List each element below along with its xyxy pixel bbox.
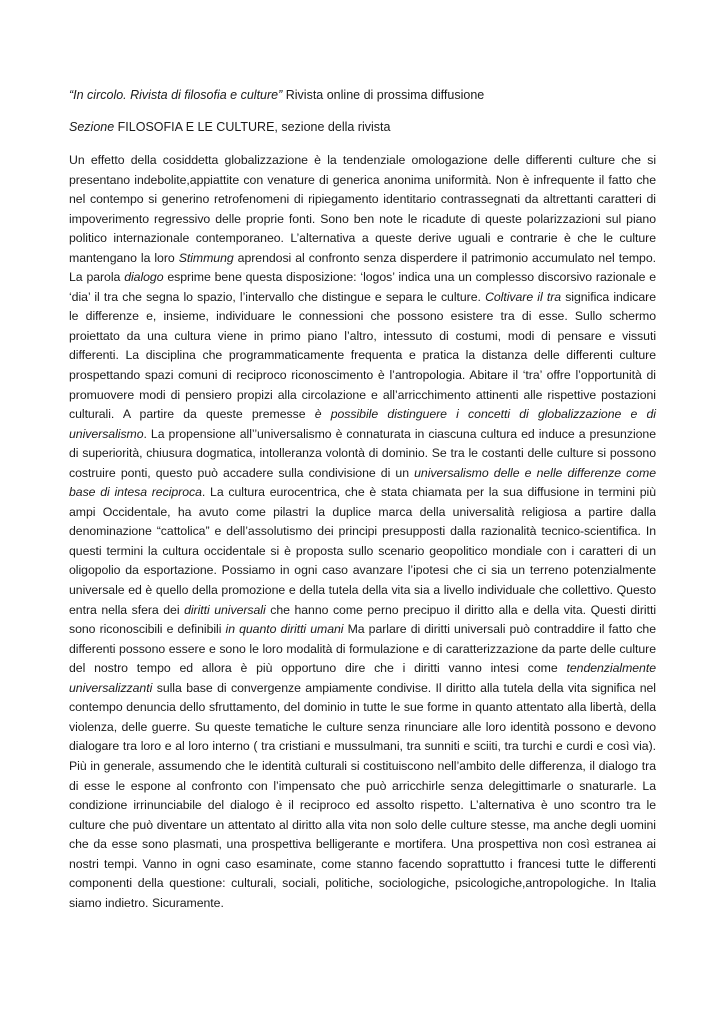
body-italic-term: dialogo (124, 270, 164, 285)
section-title: FILOSOFIA E LE CULTURE, sezione della rivista (114, 120, 391, 134)
body-text-segment: significa indicare le differenze e, insieme, individuare le connessioni che possono esistere tra di esse. Sullo schermo proiettato da una cultura viene in primo piano l’altro, intessuto di costumi, modi di pensare e vissuti differenti. La disciplina che programmaticamente frequenta e pratica la distanza delle differenti culture prospettando spazi comuni di reciproco riconoscimento è l’antropologia. Abitare il ‘tra’ offre l’opportunità di promuovere modi di pensiero propizi alla circolazione e all’arricchimento attinenti alle rispettive postazioni culturali. A partire da queste premesse (69, 289, 656, 422)
body-italic-term: è possibile distinguere i concetti di globalizzazione e di universalismo (69, 407, 656, 441)
body-italic-term: in quanto diritti umani (225, 622, 344, 637)
article-body (69, 151, 656, 913)
body-text-segment: . La cultura eurocentrica, che è stata chiamata per la sua diffusione in termini più ampi Occidentale, ha avuto come pilastri la duplice marca della universalità religiosa a partire dalla denominazione “cattolica” e dell’assolutismo dei principi presupposti dalla razionalità tecnico-scientifica. In questi termini la cultura occidentale si è proposta sullo scenario geopolitico mondiale con i caratteri di un oligopolio da esportazione. Possiamo in ogni caso avanzare l’ipotesi che ci sia un terreno potenzialmente universale ed è quello della promozione e della tutela della vita sia a livello individuale che collettivo. Questo entra nella sfera dei (69, 485, 656, 617)
body-text-segment: aprendosi al confronto senza disperdere il patrimonio accumulato nel tempo. La parola (69, 250, 656, 285)
body-text-segment: esprime bene questa disposizione: ‘logos’ indica una un complesso discorsivo razionale e ‘dia’ il tra che segna lo spazio, l’intervallo che distingue e separa le culture. (69, 270, 657, 304)
journal-title: “In circolo. Rivista di filosofia e culture” (69, 88, 283, 102)
body-italic-term: Stimmung (178, 250, 234, 265)
body-italic-term: tendenzialmente universalizzanti (69, 661, 656, 695)
body-text-segment: Ma parlare di diritti universali può contraddire il fatto che differenti possono essere e sono le loro modalità di formulazione e di caratterizzazione da parte delle culture del nostro tempo ed allora è più opportuno dire che i diritti vanno intesi come (69, 622, 656, 676)
body-italic-term: diritti universali (184, 602, 266, 617)
body-italic-term: Coltivare il tra (485, 289, 562, 304)
journal-title-line (69, 87, 659, 103)
section-line (69, 119, 659, 135)
body-text-segment: Un effetto della cosiddetta globalizzazione è la tendenziale omologazione delle differenti culture che si presentano indebolite,appiattite con venature di generica anonima uniformità. Non è infrequente il fatto che nel contempo si generino retrofenomeni di ripiegamento identitario contrassegnati da altrettanti caratteri di impoverimento regressivo delle proprie fonti. Sono ben note le ricadute di queste polarizzazioni sul piano politico internazionale contemporaneo. L’alternativa a queste derive uguali e contrarie è che le culture mantengano la loro (69, 153, 656, 265)
body-italic-term: universalismo delle e nelle differenze come base di intesa reciproca (69, 465, 656, 500)
body-text-segment: . La propensione all’’universalismo è connaturata in ciascuna cultura ed induce a presunzione di superiorità, chiusura dogmatica, intolleranza volontà di dominio. Se tra le costanti delle culture si possono costruire ponti, questo può accadere sulla condivisione di un (69, 426, 656, 480)
body-text-segment: sulla base di convergenze ampiamente condivise. Il diritto alla tutela della vita significa nel contempo denuncia dello sfruttamento, del dominio in tutte le sue forme in quanto attentato alla libertà, della violenza, delle guerre. Su queste tematiche le culture senza rinunciare alle loro identità possono e devono dialogare tra loro e al loro interno ( tra cristiani e mussulmani, tra sunniti e sciiti, tra turchi e curdi e così via). Più in generale, assumendo che le identità culturali si costituiscono nell’ambito delle differenza, il dialogo tra di esse le espone al confronto con l’impensato che può arricchirle senza delegittimarle o snaturarle. La condizione irrinunciabile del dialogo è il reciproco ed assolto rispetto. L’alternativa è uno scontro tra le culture che può diventare un attentato al diritto alla vita non solo delle culture stesse, ma anche degli uomini che da esse sono plasmati, una prospettiva belligerante e mortifera. Una prospettiva non così estranea ai nostri tempi. Vanno in ogni caso esaminate, come stanno facendo soprattutto i francesi tutte le differenti componenti della questione: culturali, sociali, politiche, sociologiche, psicologiche,antropologiche. In Italia siamo indietro. Sicuramente. (69, 680, 656, 910)
section-label: Sezione (69, 120, 115, 134)
journal-subtitle: Rivista online di prossima diffusione (282, 88, 485, 102)
body-text-segment: che hanno come perno precipuo il diritto alla e della vita. Questi diritti sono riconoscibili e definibili (69, 602, 656, 637)
